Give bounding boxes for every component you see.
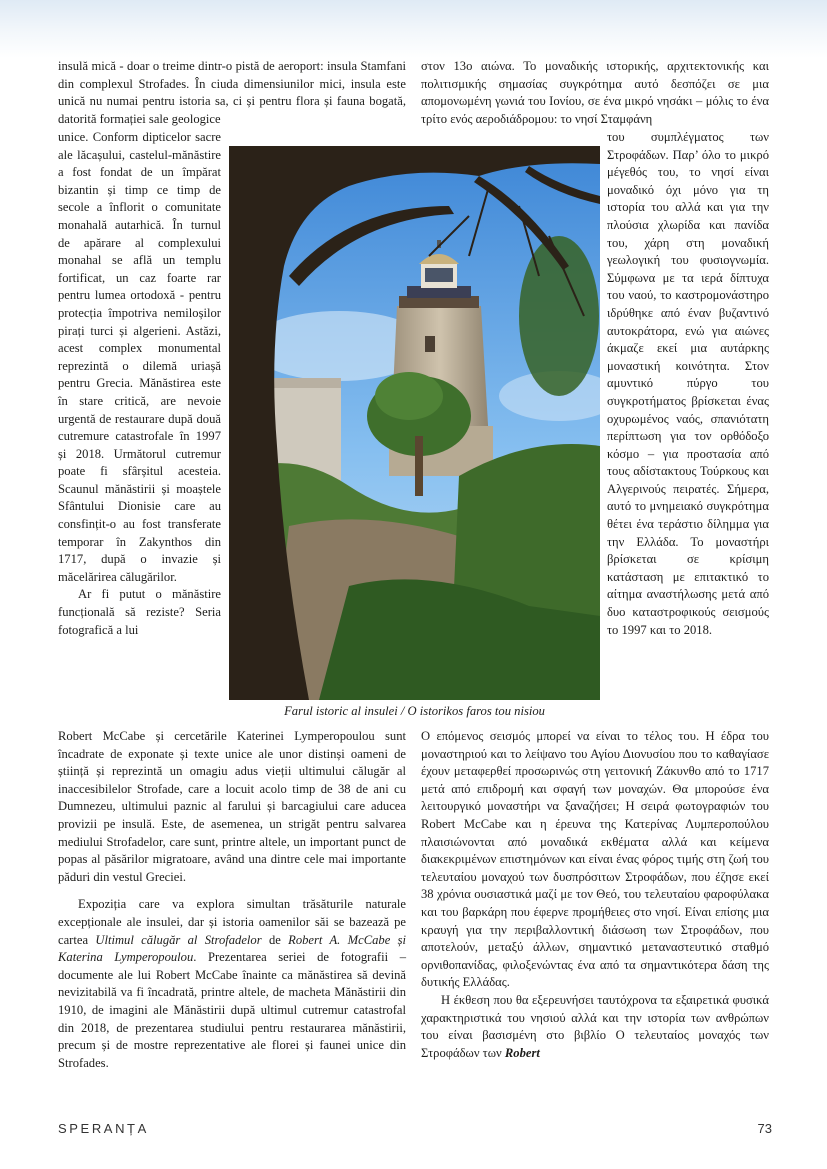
ro-book-title: Ultimul călugăr al Strofadelor: [95, 932, 262, 947]
page-top-fade: [0, 0, 827, 58]
gr-author-name: Robert: [504, 1045, 540, 1060]
magazine-name: SPERANȚA: [58, 1121, 149, 1136]
gr-paragraph-1-narrow: του συμπλέγματος των Στροφάδων. Παρ’ όλο το μικρό μέγεθός του, το νησί είναι μοναδικό όχι μόνο για τη ιστορία του αλλά και για την πλούσια χλωρίδα και πανίδα του, χάρη στη μοναδική γεωλογική του φυσιογνωμία. Σύμφωνα με τα ιερά δίπτυχα του ναού, το καστρομονάστηρο ιδρύθηκε από έναν βυζαντινό αυτοκράτορα, ενώ για αιώνες άκμαζε εκεί μια αυτάρκης μοναστική κοινότητα. Στον αμυντικό πύργο του συγκροτήματος βρίσκεται ένας οχυρωμένος ναός, σπανιότατη περίπτωση για τον ορθόδοξο κόσμο – για προστασία από τους αδίστακτους Τούρκους και Αλγερινούς πειρατές. Σήμερα, αυτό το μνημειακό συγκρότημα θέτει ένα τεράστιο δίλημμα για την Ελλάδα. Το μοναστήρι βρίσκεται σε κρίσιμη κατάσταση με επιτακτικό το αίτημα αναστήλωσης μετά από δυο καταστροφικούς σεισμούς το 1997 και το 2018.: [607, 130, 769, 637]
gr-paragraph-1-top: στον 13ο αιώνα. Το μοναδικής ιστορικής, αρχιτεκτονικής και πολιτισμικής σημασίας συγκρότημα αυτό δεσπόζει σε μια απομονωμένη γωνιά του Ιονίου, σε ένα μικρό νησάκι – μόλις το ένα τρίτο ενός αεροδιάδρομου: το νησί Σταμφάνη: [421, 59, 769, 126]
lighthouse-photo: [229, 146, 600, 700]
ro-paragraph-1-top: insulă mică - doar o treime dintr-o pistă de aeroport: insula Stamfani din complexul Strofades. În ciuda dimensiunilor mici, insula este unică nu numai pentru istoria sa, ci și pentru flora și fauna bogată, datorită formației sale geologice: [58, 59, 406, 126]
page-number: 73: [757, 1121, 772, 1136]
ro-paragraph-3: Expoziția care va explora simultan trăsăturile naturale excepționale ale insulei, dar și istoria oamenilor săi se bazează pe cartea Ultimul călugăr al Strofadelor de Robert A. McCabe și Katerina Lymperopoulou. Prezentarea seriei de fotografii – documente ale lui Robert McCabe înainte ca mănăstirea să devină nevizitabilă va fi încadrată, printre altele, de macheta Mănăstirii din 1910, de imagini ale Mănăstirii după ultimul cutremur catastrofal din 2018, de prezentarea studiului pentru restaurarea mănăstirii, precum și de mostre reprezentative ale florei și faunei unice din Strofades.: [58, 897, 407, 1070]
ro-book-authors: Robert A. McCabe și Katerina Lymperopoulou: [58, 932, 407, 965]
ro-paragraph-2-wide: Robert McCabe și cercetările Katerinei Lymperopoulou sunt încadrate de exponate și texte unice ale unor distinși oameni de știință și reprezintă un omagiu adus vieții ultimului călugăr al inaccesibilelor Strofade, care a locuit acolo timp de 38 de ani cu Dumnezeu, ultimului paznic al farului și barcagiului care aducea provizii pe insulă. Este, de asemenea, un strigăt pentru salvarea mediului Strofadelor, care sunt, printre altele, un important punct de popas al păsărilor migratoare, având una dintre cele mai importante păduri din vestul Greciei.: [58, 729, 406, 884]
ro-text-narrow: [58, 129, 221, 639]
ro-paragraph-2-narrow: Ar fi putut o mănăstire funcțională să reziste? Seria fotografică a lui: [58, 587, 221, 637]
photo-caption: Farul istoric al insulei / O istorikos faros tou nisiou: [284, 704, 545, 718]
gr-text-top: [421, 58, 769, 128]
gr-paragraph-1-wide: Ο επόμενος σεισμός μπορεί να είναι το τέλος του. Η έδρα του μοναστηριού και το λείψανο του Αγίου Διονυσίου που το καθαγίασε έχουν μεταφερθεί προσωρινώς στη γειτονική Ζάκυνθο από το 1717 μετά από επιδρομή και σφαγή των μοναχών. Θα μπορούσε ένα λειτουργικό μοναστήρι να ξαναζήσει; Η σειρά φωτογραφιών του Robert McCabe και η έρευνα της Κατερίνας Λυμπεροπούλου πλαισιώνονται από μοναδικά εκθέματα αλλά και κείμενα διακεκριμένων επιστημόνων και είναι ένας φόρος τιμής στη ζωή του τελευταίου μοναχού των δυσπρόσιτων Στροφάδων, που έζησε εκεί 38 χρόνια ουσιαστικά μαζί με τον Θεό, του τελευταίου φαροφύλακα και του βαρκάρη που έφερνε προμήθειες στο νησί. Είναι επίσης μια κραυγή για την περιβαλλοντική διάσωση των Στροφάδων, που αποτελούν, μεταξύ άλλων, σημαντικό μεταναστευτικό σταθμό ορνιθοπανίδας, φιλοξενώντας ένα από τα σημαντικότερα δάση της δυτικής Ελλάδας.: [421, 729, 769, 990]
gr-paragraph-2: Η έκθεση που θα εξερευνήσει ταυτόχρονα τα εξαιρετικά φυσικά χαρακτηριστικά του νησιού αλλά και την ιστορία των ανθρώπων του είναι βασισμένη στο βιβλίο Ο τελευταίος μοναχός των Στροφάδων των Robert: [421, 992, 769, 1060]
ro-text-wide: [58, 728, 406, 1072]
ro-paragraph-1-narrow: unice. Conform dipticelor sacre ale lăcașului, castelul-mănăstire a fost fondat de un împărat bizantin și timp ce timp de secole a înflorit o comunitate monahală autarhică. În turnul de apărare al complexului monahal se află un templu fortificat, un caz foarte rar pentru lumea ortodoxă - pentru protecția împotriva nemiloșilor pirați turci și algerieni. Astăzi, acest complex monumental reprezintă o dilemă uriașă pentru Grecia. Mănăstirea este în stare critică, are nevoie urgentă de restaurare după două cutremure catastrofale în 1997 și 2018. Următorul cutremur poate fi sfârșitul acesteia. Scaunul mănăstirii și moaștele Sfântului Dionisie care au consfințit-o au fost transferate temporar în Zakynthos din 1717, după o invazie și măcelărirea călugărilor.: [58, 130, 221, 584]
gr-text-narrow: [607, 129, 769, 639]
ro-text-top: [58, 58, 406, 128]
gr-text-wide: [421, 728, 769, 1062]
